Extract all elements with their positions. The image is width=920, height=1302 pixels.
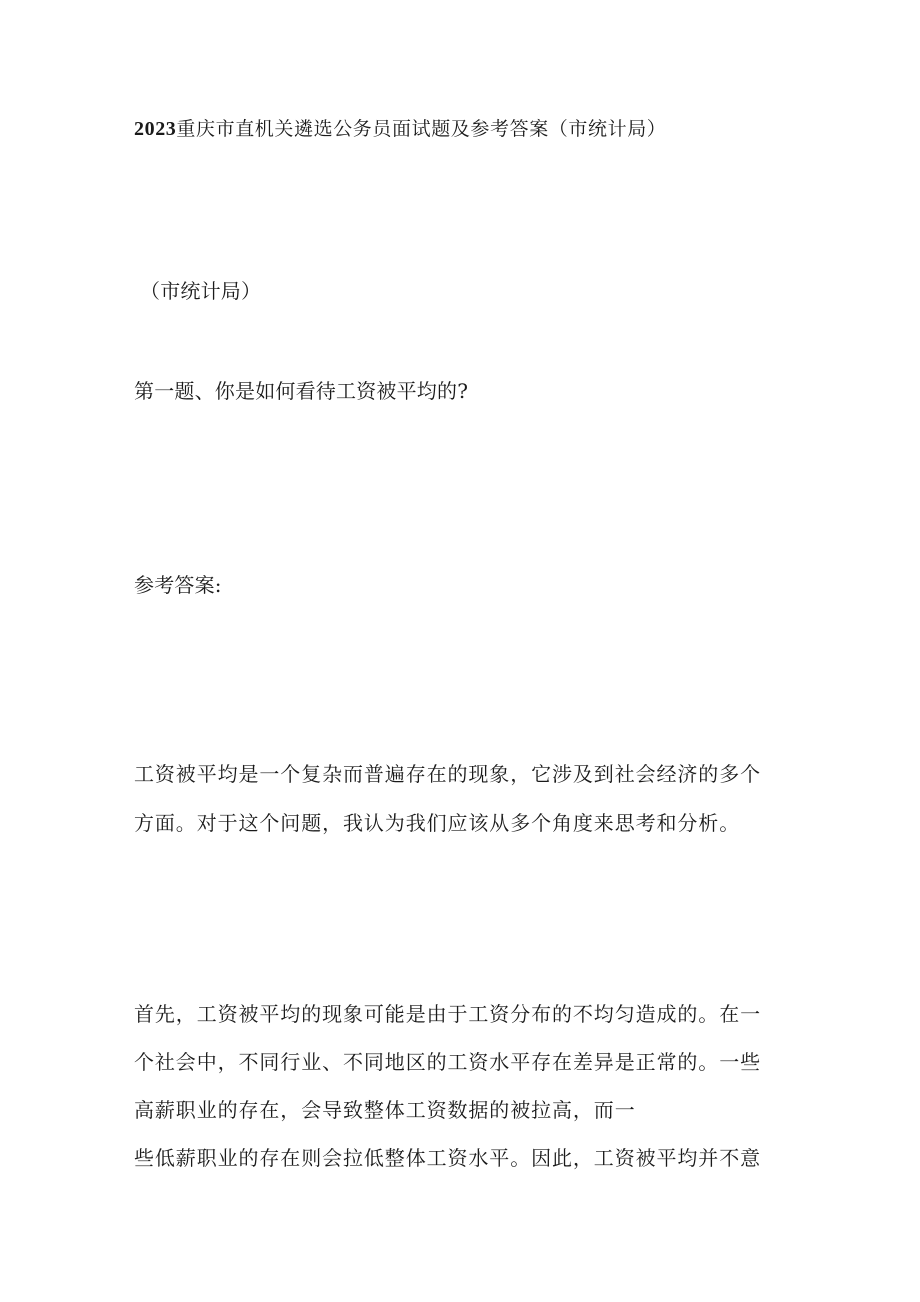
title-year: 2023 — [134, 118, 177, 140]
document-title — [134, 116, 666, 142]
answer-label: 参考答案: — [134, 573, 222, 597]
paragraph-line: 个社会中，不同行业、不同地区的工资水平存在差异是正常的。一些 — [134, 1050, 761, 1074]
paragraph-line: 工资被平均是一个复杂而普遍存在的现象，它涉及到社会经济的多个 — [134, 762, 761, 786]
paragraph-line: 高薪职业的存在，会导致整体工资数据的被拉高，而一 — [134, 1098, 636, 1122]
document-subtitle: （市统计局） — [140, 279, 262, 303]
paragraph-line: 些低薪职业的存在则会拉低整体工资水平。因此，工资被平均并不意 — [134, 1146, 761, 1170]
paragraph-line: 首先，工资被平均的现象可能是由于工资分布的不均匀造成的。在一 — [134, 1002, 761, 1026]
question-heading: 第一题、你是如何看待工资被平均的? — [134, 379, 469, 403]
title-text: 重庆市直机关遴选公务员面试题及参考答案（市统计局） — [176, 118, 667, 140]
paragraph-line: 方面。对于这个问题，我认为我们应该从多个角度来思考和分析。 — [134, 811, 741, 835]
